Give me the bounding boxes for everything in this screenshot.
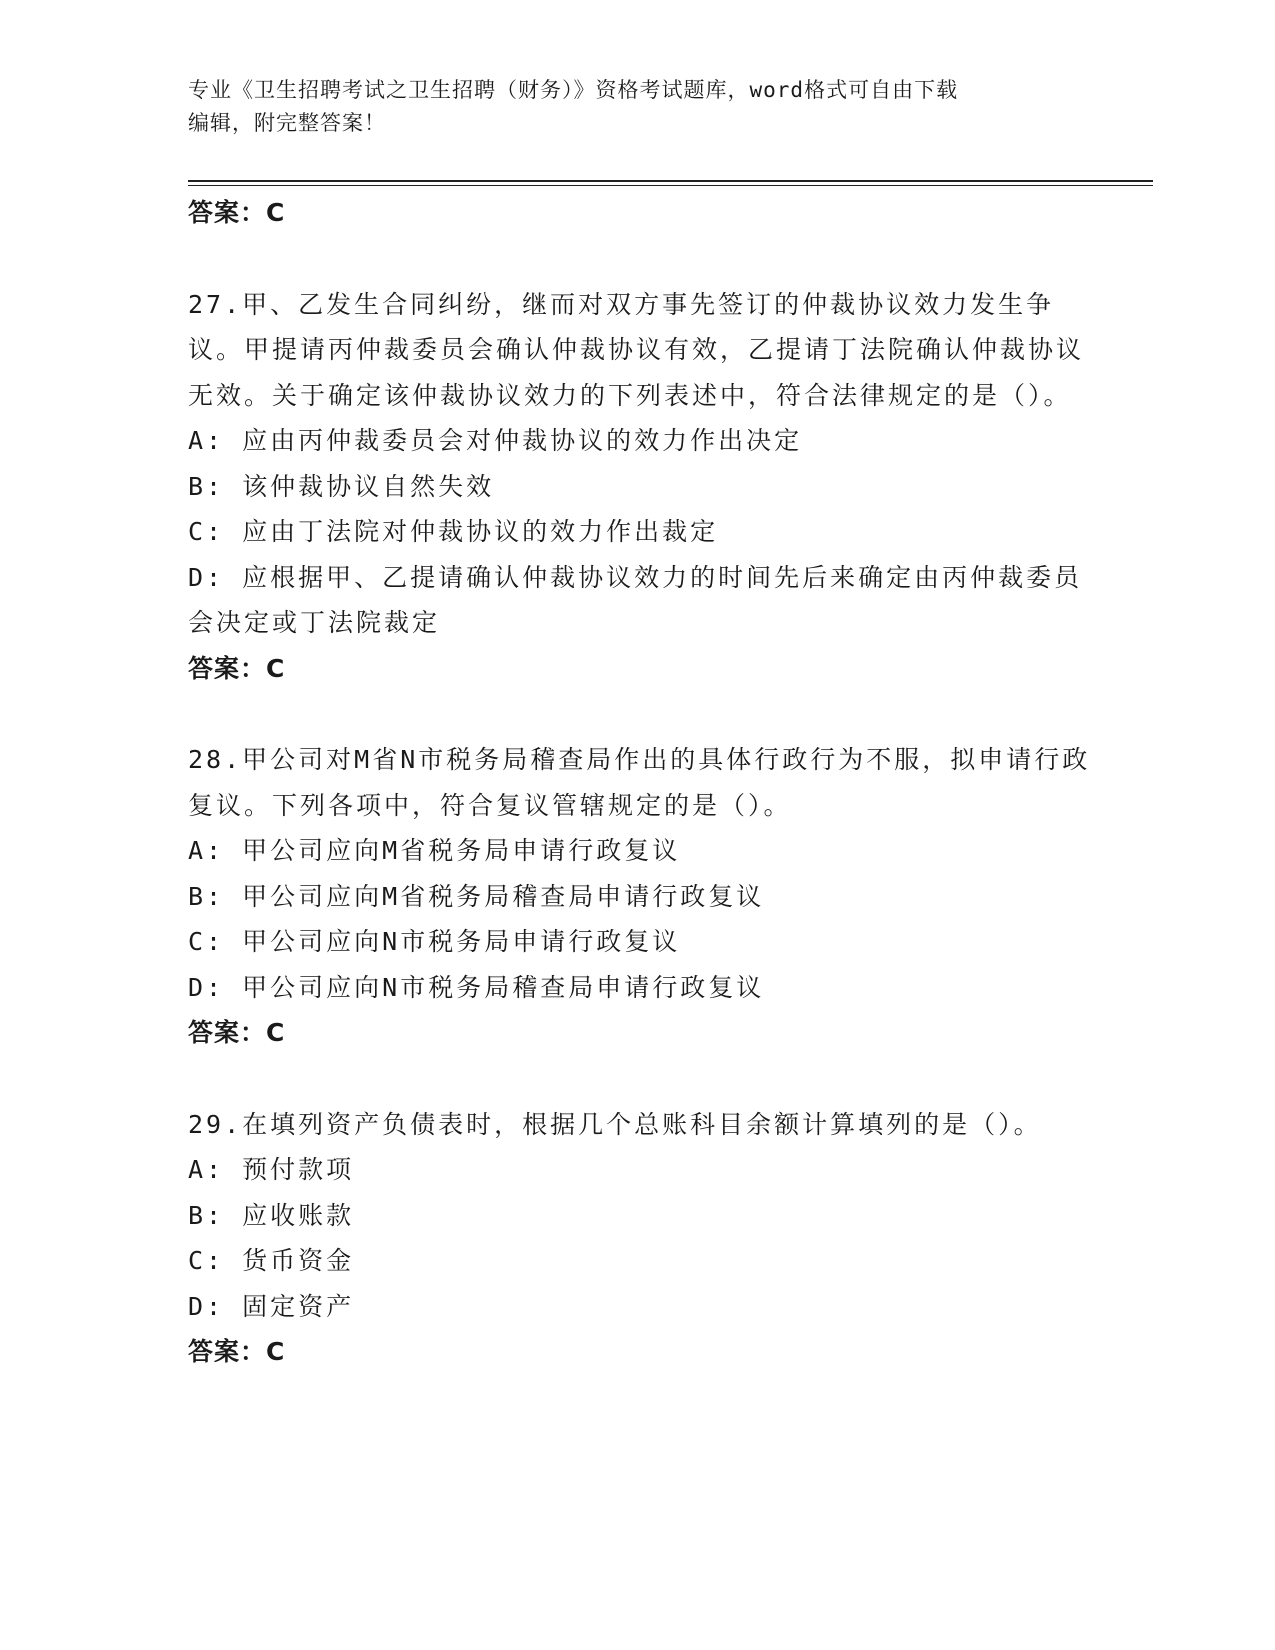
header-divider-thick bbox=[188, 180, 1153, 182]
option-a: A: 预付款项 bbox=[188, 1155, 355, 1184]
question-answer: 答案：C bbox=[188, 653, 286, 683]
option-a: A: 甲公司应向M省税务局申请行政复议 bbox=[188, 836, 681, 865]
option-b: B: 该仲裁协议自然失效 bbox=[188, 471, 495, 501]
question-list bbox=[188, 190, 1093, 1375]
question-28 bbox=[188, 737, 1093, 1056]
header-divider-thin bbox=[188, 185, 1153, 186]
document-header bbox=[188, 74, 1088, 140]
option-b: B: 甲公司应向M省税务局稽查局申请行政复议 bbox=[188, 881, 765, 911]
question-27 bbox=[188, 282, 1093, 692]
option-d: D: 固定资产 bbox=[188, 1291, 355, 1321]
question-stem: 29.在填列资产负债表时，根据几个总账科目余额计算填列的是（）。 bbox=[188, 1109, 1042, 1139]
option-d: D: 应根据甲、乙提请确认仲裁协议效力的时间先后来确定由丙仲裁委员会决定或丁法院裁定 bbox=[188, 562, 1083, 637]
header-line-2: 编辑，附完整答案！ bbox=[188, 111, 386, 135]
previous-answer: 答案：C bbox=[188, 198, 286, 227]
question-stem: 28.甲公司对M省N市税务局稽查局作出的具体行政行为不服，拟申请行政复议。下列各项中，符合复议管辖规定的是（）。 bbox=[188, 745, 1091, 820]
header-line-1: 专业《卫生招聘考试之卫生招聘（财务）》资格考试题库，word格式可自由下载 bbox=[188, 78, 959, 102]
option-c: C: 货币资金 bbox=[188, 1246, 355, 1275]
question-answer: 答案：C bbox=[188, 1337, 286, 1366]
question-29 bbox=[188, 1102, 1093, 1375]
option-a: A: 应由丙仲裁委员会对仲裁协议的效力作出决定 bbox=[188, 426, 803, 455]
option-c: C: 甲公司应向N市税务局申请行政复议 bbox=[188, 927, 681, 956]
option-d: D: 甲公司应向N市税务局稽查局申请行政复议 bbox=[188, 972, 765, 1002]
question-answer: 答案：C bbox=[188, 1018, 286, 1047]
question-stem: 27.甲、乙发生合同纠纷，继而对双方事先签订的仲裁协议效力发生争议。甲提请丙仲裁委员会确认仲裁协议有效，乙提请丁法院确认仲裁协议无效。关于确定该仲裁协议效力的下列表述中，符合法律规定的是（）。 bbox=[188, 289, 1085, 410]
option-b: B: 应收账款 bbox=[188, 1200, 355, 1230]
option-c: C: 应由丁法院对仲裁协议的效力作出裁定 bbox=[188, 517, 719, 546]
